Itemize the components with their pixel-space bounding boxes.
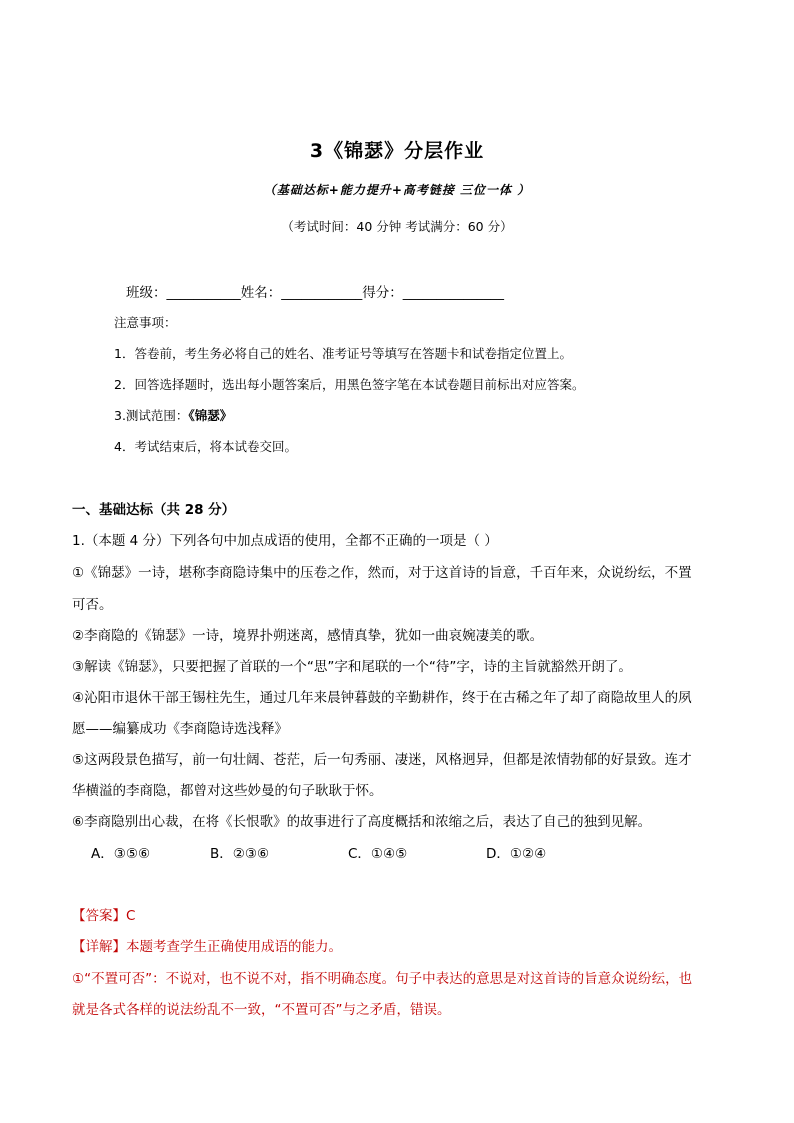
- option-c[interactable]: C．①④⑤: [348, 846, 408, 862]
- student-info-line: [126, 281, 504, 301]
- answer-value: C: [126, 908, 136, 924]
- answer-line: [72, 904, 135, 924]
- notice-scope-label: 3.测试范围：: [114, 408, 189, 423]
- option-b[interactable]: B．②③⑥: [210, 846, 270, 862]
- sentence-1-line-1: ①《锦瑟》一诗，堪称李商隐诗集中的压卷之作，然而，对于这首诗的旨意，千百年来，众说纷纭，不置: [72, 565, 692, 581]
- sentence-3: ③解读《锦瑟》，只要把握了首联的一个“思”字和尾联的一个“待”字，诗的主旨就豁然开朗了。: [72, 659, 632, 675]
- option-a[interactable]: A．③⑤⑥: [91, 846, 151, 862]
- class-label: 班级：: [126, 285, 167, 301]
- class-blank[interactable]: ___________: [166, 285, 241, 301]
- detail-label: 【详解】: [72, 939, 126, 955]
- notice-item-3: [114, 406, 232, 424]
- sentence-4-line-1: ④沁阳市退休干部王锡柱先生，通过几年来晨钟暮鼓的辛勤耕作，终于在古稀之年了却了商隐故里人的夙: [72, 690, 692, 706]
- page-title: 3《锦瑟》分层作业: [309, 140, 485, 162]
- sentence-5-line-2: 华横溢的李商隐，都曾对这些妙曼的句子耿耿于怀。: [72, 783, 383, 799]
- name-blank[interactable]: ____________: [281, 285, 363, 301]
- sentence-6: ⑥李商隐别出心裁，在将《长恨歌》的故事进行了高度概括和浓缩之后，表达了自己的独到见解。: [72, 814, 652, 830]
- page-subtitle: （基础达标+能力提升+高考链接 三位一体 ）: [263, 183, 531, 197]
- score-blank[interactable]: _______________: [402, 285, 504, 301]
- sentence-4-line-2: 愿——编纂成功《李商隐诗选浅释》: [72, 721, 288, 737]
- score-label: 得分：: [362, 285, 403, 301]
- detail-line: [72, 935, 342, 955]
- explanation-1-line-2: 就是各式各样的说法纷乱不一致，“不置可否”与之矛盾，错误。: [72, 1002, 451, 1018]
- sentence-2: ②李商隐的《锦瑟》一诗，境界扑朔迷离，感情真挚，犹如一曲哀婉凄美的歌。: [72, 628, 544, 644]
- notice-item-2: 2．回答选择题时，选出每小题答案后，用黑色签字笔在本试卷题目前标出对应答案。: [114, 377, 585, 392]
- notice-scope-value: 《锦瑟》: [188, 408, 233, 423]
- detail-text: 本题考查学生正确使用成语的能力。: [126, 939, 342, 955]
- sentence-1-line-2: 可否。: [72, 597, 113, 613]
- answer-label: 【答案】: [72, 908, 126, 924]
- section-heading: 一、基础达标（共 28 分）: [72, 502, 236, 518]
- exam-time-info: （考试时间：40 分钟 考试满分：60 分）: [281, 219, 513, 234]
- notice-item-4: 4．考试结束后，将本试卷交回。: [114, 439, 297, 454]
- notice-heading: 注意事项：: [114, 315, 177, 330]
- notice-item-1: 1．答卷前，考生务必将自己的姓名、准考证号等填写在答题卡和试卷指定位置上。: [114, 346, 572, 361]
- name-label: 姓名：: [240, 285, 282, 301]
- explanation-1-line-1: ①“不置可否”：不说对，也不说不对，指不明确态度。句子中表达的意思是对这首诗的旨意众说纷纭，也: [72, 971, 693, 987]
- option-d[interactable]: D．①②④: [486, 846, 547, 862]
- question-stem: 1.（本题 4 分）下列各句中加点成语的使用，全都不正确的一项是（ ）: [72, 533, 498, 549]
- sentence-5-line-1: ⑤这两段景色描写，前一句壮阔、苍茫，后一句秀丽、凄迷，风格迥异，但都是浓情勃郁的好景致。连才: [72, 752, 692, 768]
